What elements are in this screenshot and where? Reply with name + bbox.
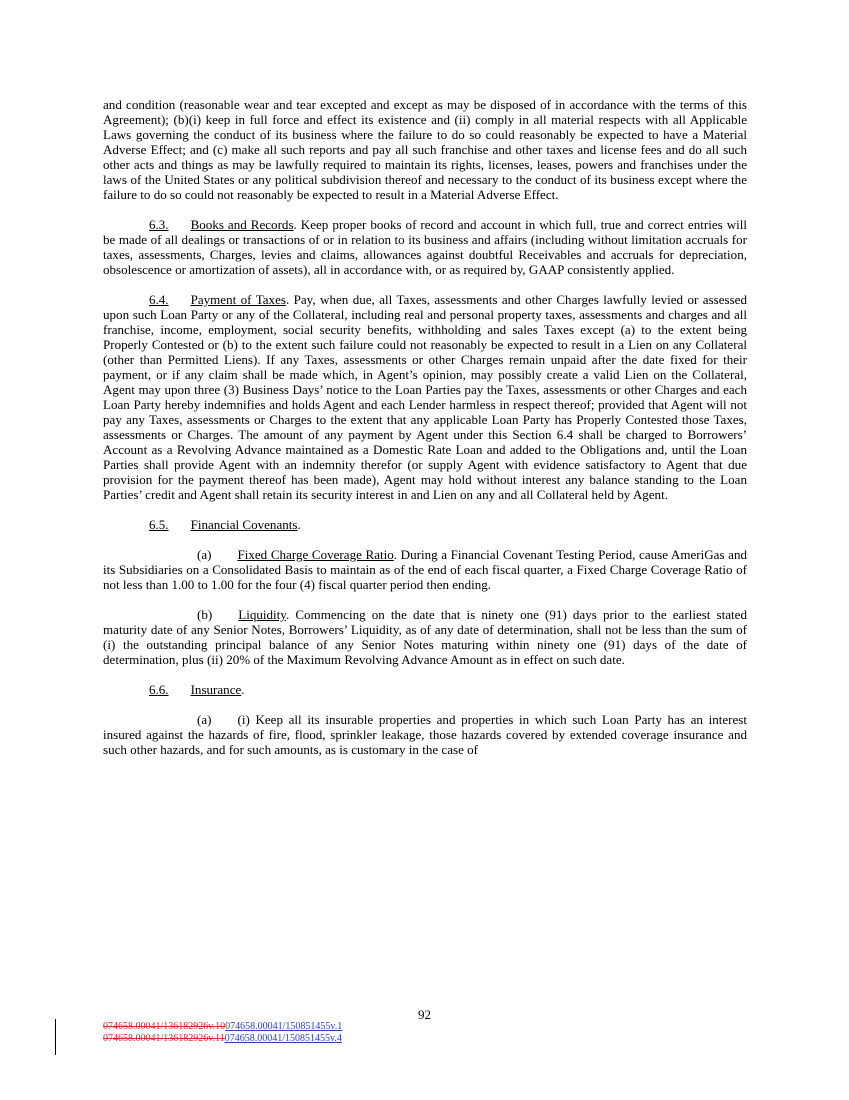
document-footer [103, 1021, 342, 1045]
section-6-5 [103, 517, 747, 532]
clause-label: (a) [197, 547, 212, 562]
clause-label: (b) [197, 607, 213, 622]
continuation-paragraph: and condition (reasonable wear and tear excepted and except as may be disposed of in accordance with the terms of this Agreement); (b)(i) keep in full force and effect its existence and (ii) comply in all material respects with all Applicable Laws governing the conduct of its business where the failure to do so could reasonably be expected to have a Material Adverse Effect; and (c) make all such reports and pay all such franchise and other taxes and license fees and do all such other acts and things as may be lawfully required to maintain its rights, licenses, leases, powers and franchises under the laws of the United States or any political subdivision thereof and necessary to the conduct of its business except where the failure to do so could not reasonably be expected to result in a Material Adverse Effect. [103, 97, 747, 202]
section-text: . Keep proper books of record and account in which full, true and correct entries will be made of all dealings or transactions of or in relation to its business and affairs (including without limitation accruals for taxes, assessments, Charges, levies and claims, allowances against doubtful Receivables and accruals for depreciation, obsolescence or amortization of assets), all in accordance with, or as required by, GAAP consistently applied. [103, 217, 747, 277]
section-6-6-a [103, 712, 747, 757]
section-period: . [241, 682, 245, 697]
clause-text: (i) Keep all its insurable properties and properties in which such Loan Party has an interest insured against the hazards of fire, flood, sprinkler leakage, those hazards covered by extended coverage insurance and such other hazards, and for such amounts, as is customary in the case of [103, 712, 747, 757]
section-title: Books and Records [190, 217, 294, 232]
change-bar [55, 1019, 56, 1055]
section-title: Financial Covenants [190, 517, 298, 532]
section-number: 6.5. [149, 517, 169, 532]
section-6-6 [103, 682, 747, 697]
clause-title: Liquidity [238, 607, 286, 622]
inserted-doc-id: 074658.00041/150851455v.4 [224, 1033, 342, 1044]
section-6-5-b [103, 607, 747, 667]
section-number: 6.3. [149, 217, 169, 232]
section-text: . Pay, when due, all Taxes, assessments and other Charges lawfully levied or assessed upon such Loan Party or any of the Collateral, including real and personal property taxes, assessments and charges and all franchise, income, employment, social security benefits, withholding and sales Taxes except (a) to the extent being Properly Contested or (b) to the extent such failure could not reasonably be expected to result in a Lien on any Collateral (other than Permitted Liens). If any Taxes, assessments or other Charges remain unpaid after the date fixed for their payment, or if any claim shall be made which, in Agent’s opinion, may possibly create a valid Lien on the Collateral, Agent may upon three (3) Business Days’ notice to the Loan Parties pay the Taxes, assessments or other Charges and each Loan Party hereby indemnifies and holds Agent and each Lender harmless in respect thereof; provided that Agent will not pay any Taxes, assessments or Charges to the extent that any applicable Loan Party has Properly Contested those Taxes, assessments or Charges. The amount of any payment by Agent under this Section 6.4 shall be charged to Borrowers’ Account as a Revolving Advance maintained as a Domestic Rate Loan and added to the Obligations and, until the Loan Parties shall provide Agent with an indemnity therefor (or supply Agent with evidence satisfactory to Agent that due provision for the payment thereof has been made), Agent may hold without interest any balance standing to the Loan Parties’ credit and Agent shall retain its security interest in and Lien on any and all Collateral held by Agent. [103, 292, 747, 502]
deleted-doc-id: 074658.00041/136182926v.10 [103, 1021, 226, 1032]
page-number: 92 [417, 1007, 432, 1022]
document-body [103, 97, 747, 757]
deleted-doc-id: 074658.00041/136182926v.11 [103, 1033, 225, 1044]
clause-label: (a) [197, 712, 212, 727]
section-6-4 [103, 292, 747, 502]
clause-text: . Commencing on the date that is ninety one (91) days prior to the earliest stated maturity date of any Senior Notes, Borrowers’ Liquidity, as of any date of determination, shall not be less than the sum of (i) the outstanding principal balance of any Senior Notes maturing within ninety one (91) days of the date of determination, plus (ii) 20% of the Maximum Revolving Advance Amount as in effect on such date. [103, 607, 747, 667]
section-6-3 [103, 217, 747, 277]
footer-line-2 [103, 1033, 342, 1045]
section-number: 6.4. [149, 292, 169, 307]
clause-text: . During a Financial Covenant Testing Period, cause AmeriGas and its Subsidiaries on a Consolidated Basis to maintain as of the end of each fiscal quarter, a Fixed Charge Coverage Ratio of not less than 1.00 to 1.00 for the four (4) fiscal quarter period then ending. [103, 547, 747, 592]
clause-title: Fixed Charge Coverage Ratio [237, 547, 394, 562]
section-title: Payment of Taxes [190, 292, 286, 307]
section-number: 6.6. [149, 682, 169, 697]
section-period: . [297, 517, 301, 532]
section-title: Insurance [190, 682, 242, 697]
footer-line-1 [103, 1021, 342, 1033]
section-6-5-a [103, 547, 747, 592]
inserted-doc-id: 074658.00041/150851455v.1 [225, 1021, 343, 1032]
